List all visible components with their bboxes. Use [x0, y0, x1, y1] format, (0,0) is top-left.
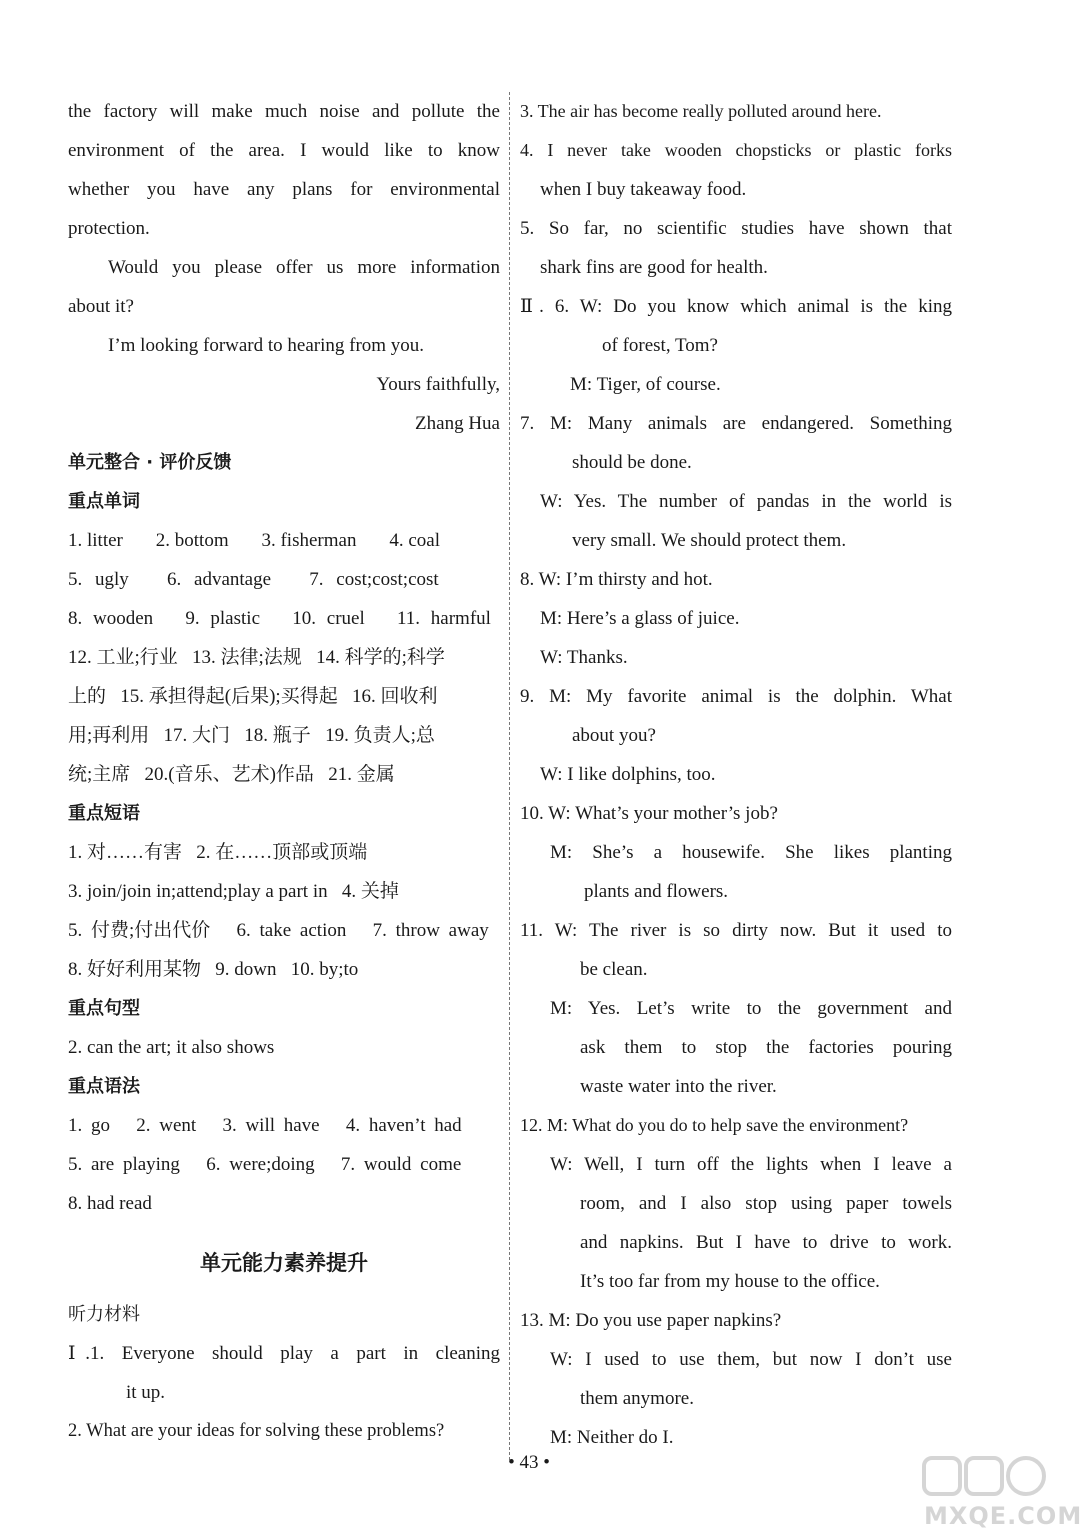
- listening-line: Ⅰ.1. Everyone should play a part in cleaning: [68, 1334, 500, 1373]
- dialogue-line: plants and flowers.: [584, 881, 729, 902]
- sentence-line: 2. can the art; it also shows: [68, 1037, 275, 1058]
- phrase-line: 5. 付费;付出代价 6. take action 7. throw away: [68, 920, 489, 941]
- letter-paragraph-2-end: about it?: [68, 296, 134, 317]
- dialogue-line: 7. M: Many animals are endangered. Something: [520, 413, 952, 434]
- key-grammar-heading: 重点语法: [68, 1076, 140, 1097]
- letter-paragraph-2: Would you please offer us more information: [108, 257, 500, 278]
- watermark-logo: [920, 1452, 1082, 1532]
- dialogue-line: Ⅱ. 6. W: Do you know which animal is the king: [520, 296, 952, 317]
- watermark-text: MXQE.COM: [924, 1502, 1082, 1530]
- grammar-line: 1. go 2. went 3. will have 4. haven’t had: [68, 1115, 462, 1136]
- section-spacer: [68, 1223, 500, 1241]
- dialogue-line: W: Thanks.: [540, 647, 628, 668]
- vocabulary-line: 上的 15. 承担得起(后果);买得起 16. 回收利: [68, 686, 438, 707]
- letter-line: the factory will make much noise and pollute the: [68, 101, 500, 122]
- letter-paragraph-3: I’m looking forward to hearing from you.: [108, 335, 425, 356]
- grammar-line: 8. had read: [68, 1193, 152, 1214]
- phrase-line: 3. join/join in;attend;play a part in 4. 关掉: [68, 881, 399, 902]
- dialogue-line: should be done.: [572, 452, 692, 473]
- dialogue-line: M: Neither do I.: [550, 1427, 674, 1448]
- vocabulary-line: 用;再利用 17. 大门 18. 瓶子 19. 负责人;总: [68, 725, 435, 746]
- grammar-line: 5. are playing 6. were;doing 7. would come: [68, 1154, 462, 1175]
- listening-line: it up.: [126, 1382, 166, 1403]
- vocabulary-line: 12. 工业;行业 13. 法律;法规 14. 科学的;科学: [68, 647, 445, 668]
- key-phrases-heading: 重点短语: [68, 803, 140, 824]
- key-vocabulary-heading: 重点单词: [68, 491, 140, 512]
- dialogue-line: W: Well, I turn off the lights when I leave a: [550, 1154, 952, 1175]
- phrase-line: 8. 好好利用某物 9. down 10. by;to: [68, 959, 359, 980]
- dialogue-line: W: Yes. The number of pandas in the world is: [540, 491, 952, 512]
- dialogue-line: 9. M: My favorite animal is the dolphin. What: [520, 686, 952, 707]
- watermark-icon: [920, 1452, 1050, 1508]
- dialogue-line: M: She’s a housewife. She likes planting: [550, 842, 952, 863]
- unit-integration-title: 单元整合 · 评价反馈: [68, 452, 232, 473]
- dialogue-line: M: Yes. Let’s write to the government and: [550, 998, 952, 1019]
- part-one-mark: Ⅰ.: [68, 1343, 90, 1364]
- section-title: 单元能力素养提升: [200, 1251, 368, 1275]
- page-number: • 43 •: [508, 1452, 550, 1473]
- phrase-line: 1. 对……有害 2. 在……顶部或顶端: [68, 842, 368, 863]
- dialogue-line: of forest, Tom?: [602, 335, 718, 356]
- key-sentences-heading: 重点句型: [68, 998, 140, 1019]
- dialogue-line: It’s too far from my house to the office.: [580, 1271, 880, 1292]
- listening-line: 2. What are your ideas for solving these problems?: [68, 1421, 445, 1441]
- dialogue-line: M: Tiger, of course.: [570, 374, 721, 395]
- vocabulary-line: 8. wooden 9. plastic 10. cruel 11. harmful: [68, 608, 491, 629]
- dialogue-line: M: Here’s a glass of juice.: [540, 608, 740, 629]
- dialogue-line: 5. So far, no scientific studies have shown that: [520, 218, 952, 239]
- right-column: [520, 92, 952, 1457]
- letter-line: whether you have any plans for environmental: [68, 179, 500, 200]
- dialogue-line: waste water into the river.: [580, 1076, 777, 1097]
- dialogue-line: 12. M: What do you do to help save the environment?: [520, 1115, 909, 1135]
- dialogue-line: be clean.: [580, 959, 648, 980]
- dialogue-line: about you?: [572, 725, 656, 746]
- letter-signature: Zhang Hua: [415, 413, 500, 434]
- column-divider: [509, 92, 510, 1460]
- dialogue-line: 3. The air has become really polluted around here.: [520, 101, 882, 121]
- vocabulary-line: 1. litter 2. bottom 3. fisherman 4. coal: [68, 530, 440, 551]
- listening-material-heading: 听力材料: [68, 1304, 140, 1325]
- letter-line: environment of the area. I would like to know: [68, 140, 500, 161]
- dialogue-line: W: I used to use them, but now I don’t use: [550, 1349, 952, 1370]
- dialogue-line: 8. W: I’m thirsty and hot.: [520, 569, 713, 590]
- letter-line: protection.: [68, 218, 150, 239]
- dialogue-line: shark fins are good for health.: [540, 257, 768, 278]
- dialogue-line: ask them to stop the factories pouring: [580, 1037, 952, 1058]
- dialogue-line: them anymore.: [580, 1388, 694, 1409]
- dialogue-line: and napkins. But I have to drive to work.: [580, 1232, 952, 1253]
- dialogue-line: W: I like dolphins, too.: [540, 764, 716, 785]
- dialogue-line: 11. W: The river is so dirty now. But it used to: [520, 920, 952, 941]
- vocabulary-line: 5. ugly 6. advantage 7. cost;cost;cost: [68, 569, 439, 590]
- dialogue-line: room, and I also stop using paper towels: [580, 1193, 952, 1214]
- dialogue-line: when I buy takeaway food.: [540, 179, 747, 200]
- letter-closing: Yours faithfully,: [376, 374, 500, 395]
- section-spacer: [68, 1285, 500, 1295]
- dialogue-line: very small. We should protect them.: [572, 530, 847, 551]
- dialogue-line: 4. I never take wooden chopsticks or plastic forks: [520, 140, 952, 160]
- dialogue-line: 13. M: Do you use paper napkins?: [520, 1310, 782, 1331]
- left-column: [68, 92, 500, 1451]
- vocabulary-line: 统;主席 20.(音乐、艺术)作品 21. 金属: [68, 764, 395, 785]
- dialogue-line: 10. W: What’s your mother’s job?: [520, 803, 778, 824]
